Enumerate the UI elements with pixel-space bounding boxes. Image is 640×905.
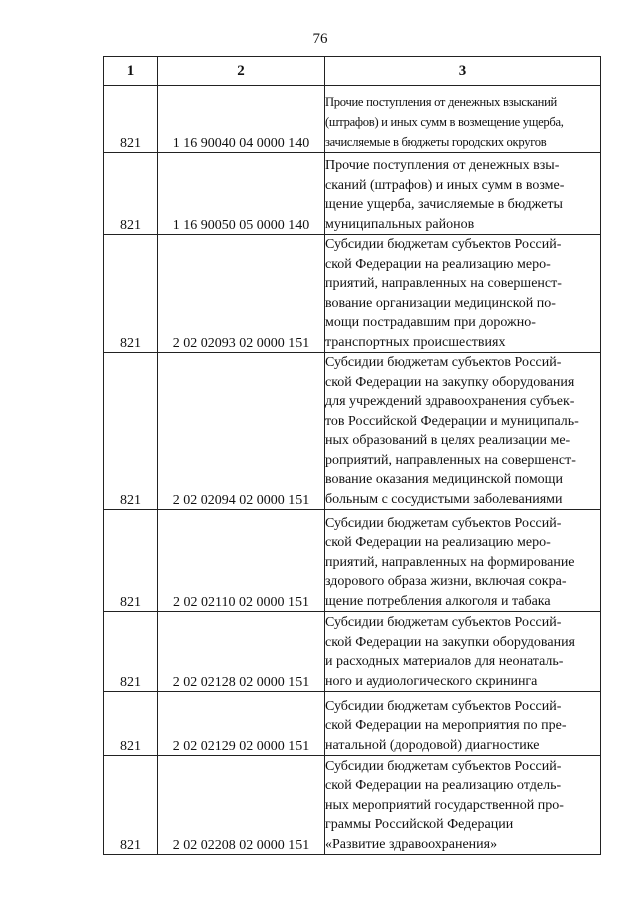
admin-code-cell: 821 xyxy=(104,612,158,692)
description-line: мощи пострадавшим при дорожно- xyxy=(325,315,536,330)
description-line: Субсидии бюджетам субъектов Россий- xyxy=(325,237,562,252)
description-line: Субсидии бюджетам субъектов Россий- xyxy=(325,615,562,630)
description-cell xyxy=(325,153,601,235)
description-cell xyxy=(325,353,601,510)
description-cell xyxy=(325,235,601,353)
description-cell xyxy=(325,510,601,612)
description-line: для учреждений здравоохранения субъек- xyxy=(325,394,575,409)
table-header-row xyxy=(104,57,601,86)
kbk-code-cell: 2 02 02208 02 0000 151 xyxy=(158,756,325,855)
description-line: ской Федерации на закупки оборудования xyxy=(325,634,575,650)
admin-code-cell: 821 xyxy=(104,153,158,235)
description-line: ных мероприятий государственной про- xyxy=(325,797,564,813)
budget-classification-table xyxy=(103,56,601,855)
table-row xyxy=(104,612,601,692)
table-row xyxy=(104,756,601,855)
description-line: Субсидии бюджетам субъектов Россий- xyxy=(325,355,562,370)
table-row xyxy=(104,692,601,756)
column-header-1: 1 xyxy=(104,57,158,86)
page-number: 76 xyxy=(312,31,328,47)
description-line: транспортных происшествиях xyxy=(325,334,506,350)
description-line: вование организации медицинской по- xyxy=(325,295,556,311)
description-line: сканий (штрафов) и иных сумм в возме- xyxy=(325,177,565,193)
description-line: ской Федерации на реализацию отдель- xyxy=(325,778,562,793)
description-line: роприятий, направленных на совершенст- xyxy=(325,452,576,468)
admin-code-cell: 821 xyxy=(104,235,158,353)
description-line: ного и аудиологического скрининга xyxy=(325,673,538,689)
admin-code-cell: 821 xyxy=(104,692,158,756)
description-line: щение ущерба, зачисляемые в бюджеты xyxy=(325,197,563,212)
description-line: здорового образа жизни, включая сокра- xyxy=(325,574,567,589)
kbk-code-cell: 2 02 02110 02 0000 151 xyxy=(158,510,325,612)
description-line: приятий, направленных на совершенст- xyxy=(325,276,562,291)
table-row xyxy=(104,353,601,510)
description-line: тов Российской Федерации и муниципаль- xyxy=(325,413,579,429)
kbk-code-cell: 2 02 02094 02 0000 151 xyxy=(158,353,325,510)
description-line: Субсидии бюджетам субъектов Россий- xyxy=(325,758,562,774)
description-cell xyxy=(325,86,601,153)
description-line: приятий, направленных на формирование xyxy=(325,554,575,570)
description-line: ных образований в целях реализации ме- xyxy=(325,433,571,448)
admin-code-cell: 821 xyxy=(104,756,158,855)
table-row xyxy=(104,86,601,153)
admin-code-cell: 821 xyxy=(104,86,158,153)
description-line: Прочие поступления от денежных взы- xyxy=(325,158,560,173)
description-line: больным с сосудистыми заболеваниями xyxy=(325,491,563,507)
description-line: щение потребления алкоголя и табака xyxy=(325,593,551,609)
admin-code-cell: 821 xyxy=(104,353,158,510)
description-line: Субсидии бюджетам субъектов Россий- xyxy=(325,698,562,714)
description-line: вование оказания медицинской помощи xyxy=(325,472,563,487)
kbk-code-cell: 2 02 02093 02 0000 151 xyxy=(158,235,325,353)
description-line: Субсидии бюджетам субъектов Россий- xyxy=(325,515,562,531)
description-line: муниципальных районов xyxy=(325,216,475,232)
description-line: (штрафов) и иных сумм в возмещение ущерба, xyxy=(325,115,564,129)
kbk-code-cell: 2 02 02128 02 0000 151 xyxy=(158,612,325,692)
description-cell xyxy=(325,612,601,692)
description-line: граммы Российской Федерации xyxy=(325,817,514,832)
table-row xyxy=(104,235,601,353)
column-header-2: 2 xyxy=(158,57,325,86)
kbk-code-cell: 1 16 90040 04 0000 140 xyxy=(158,86,325,153)
column-header-3: 3 xyxy=(325,57,601,86)
description-line: и расходных материалов для неонаталь- xyxy=(325,654,564,669)
description-line: ской Федерации на закупку оборудования xyxy=(325,374,575,390)
description-cell xyxy=(325,756,601,855)
description-line: натальной (дородовой) диагностике xyxy=(325,737,540,753)
description-cell xyxy=(325,692,601,756)
kbk-code-cell: 1 16 90050 05 0000 140 xyxy=(158,153,325,235)
table-row xyxy=(104,510,601,612)
description-line: «Развитие здравоохранения» xyxy=(325,836,498,852)
kbk-code-cell: 2 02 02129 02 0000 151 xyxy=(158,692,325,756)
description-line: ской Федерации на мероприятия по пре- xyxy=(325,718,567,733)
description-line: Прочие поступления от денежных взысканий xyxy=(325,95,557,109)
description-line: ской Федерации на реализацию меро- xyxy=(325,256,551,272)
admin-code-cell: 821 xyxy=(104,510,158,612)
description-line: зачисляемые в бюджеты городских округов xyxy=(325,135,547,149)
table-row xyxy=(104,153,601,235)
description-line: ской Федерации на реализацию меро- xyxy=(325,535,551,550)
